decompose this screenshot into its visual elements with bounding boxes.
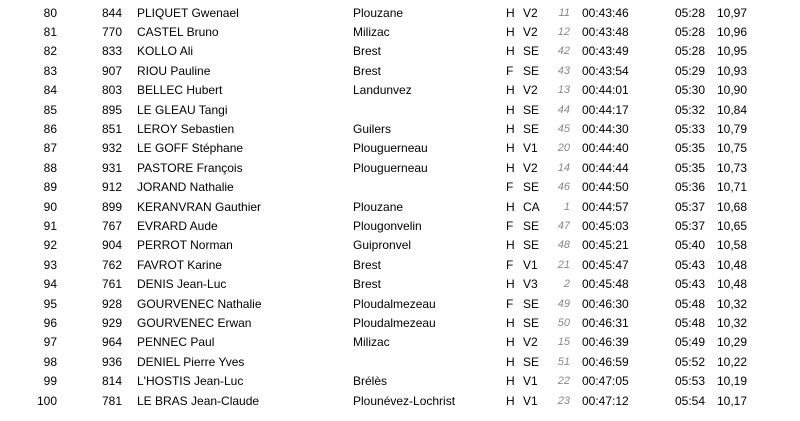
bib-cell: 851 [101, 122, 122, 137]
category-cell: V2 [523, 5, 538, 20]
table-row [0, 255, 747, 274]
pace-cell: 05:48 [674, 296, 705, 311]
rank-cell: 95 [43, 296, 57, 311]
category-rank-cell: 21 [557, 258, 570, 271]
pace-cell: 05:49 [674, 335, 705, 350]
speed-cell: 10,58 [716, 238, 747, 253]
category-rank-cell: 42 [557, 45, 570, 58]
rank-cell: 84 [43, 83, 57, 98]
category-cell: SE [523, 63, 540, 78]
time-cell: 00:45:48 [582, 277, 629, 292]
city-cell: Milizac [353, 335, 390, 350]
bib-cell: 964 [101, 335, 122, 350]
bib-cell: 770 [101, 25, 122, 40]
sex-cell: H [506, 374, 515, 389]
sex-cell: H [506, 122, 515, 137]
bib-cell: 899 [101, 199, 122, 214]
table-row [0, 61, 747, 80]
table-row [0, 100, 747, 119]
speed-cell: 10,75 [716, 141, 747, 156]
pace-cell: 05:37 [674, 218, 705, 233]
table-row [0, 294, 747, 313]
category-rank-cell: 45 [557, 123, 570, 136]
pace-cell: 05:28 [674, 25, 705, 40]
bib-cell: 928 [101, 296, 122, 311]
runner-name-cell: JORAND Nathalie [137, 180, 234, 195]
bib-cell: 761 [101, 277, 122, 292]
category-cell: V1 [523, 393, 538, 408]
rank-cell: 81 [43, 25, 57, 40]
runner-name-cell: RIOU Pauline [137, 63, 211, 78]
speed-cell: 10,17 [716, 393, 747, 408]
bib-cell: 936 [101, 354, 122, 369]
speed-cell: 10,95 [716, 44, 747, 59]
pace-cell: 05:52 [674, 354, 705, 369]
sex-cell: H [506, 102, 515, 117]
category-cell: SE [523, 315, 540, 330]
category-rank-cell: 51 [557, 355, 570, 368]
runner-name-cell: CASTEL Bruno [137, 25, 219, 40]
category-cell: V1 [523, 374, 538, 389]
category-cell: CA [523, 199, 540, 214]
pace-cell: 05:28 [674, 44, 705, 59]
rank-cell: 88 [43, 160, 57, 175]
city-cell: Guipronvel [353, 238, 412, 253]
bib-cell: 912 [101, 180, 122, 195]
category-cell: SE [523, 296, 540, 311]
city-cell: Brélès [353, 374, 388, 389]
category-rank-cell: 11 [558, 6, 570, 19]
city-cell: Landunvez [353, 83, 412, 98]
pace-cell: 05:35 [674, 141, 705, 156]
pace-cell: 05:29 [674, 63, 705, 78]
category-cell: SE [523, 238, 540, 253]
pace-cell: 05:43 [674, 277, 705, 292]
category-rank-cell: 46 [557, 181, 570, 194]
category-cell: SE [523, 44, 540, 59]
rank-cell: 98 [43, 354, 57, 369]
speed-cell: 10,90 [716, 83, 747, 98]
category-cell: V1 [523, 257, 538, 272]
category-rank-cell: 50 [557, 316, 570, 329]
city-cell: Plouzane [353, 5, 404, 20]
bib-cell: 932 [101, 141, 122, 156]
city-cell [350, 178, 503, 197]
sex-cell: H [506, 199, 515, 214]
category-rank-cell: 12 [557, 26, 570, 39]
runner-name-cell: LE GLEAU Tangi [137, 102, 228, 117]
table-row [0, 139, 747, 158]
sex-cell: H [506, 160, 515, 175]
time-cell: 00:44:50 [582, 180, 629, 195]
speed-cell: 10,93 [716, 63, 747, 78]
sex-cell: F [506, 63, 514, 78]
category-rank-cell: 43 [557, 64, 570, 77]
sex-cell: H [506, 335, 515, 350]
sex-cell: H [506, 238, 515, 253]
runner-name-cell: EVRARD Aude [137, 218, 218, 233]
sex-cell: H [506, 354, 515, 369]
rank-cell: 100 [36, 393, 57, 408]
speed-cell: 10,71 [716, 180, 747, 195]
time-cell: 00:47:12 [582, 393, 629, 408]
rank-cell: 85 [43, 102, 57, 117]
speed-cell: 10,79 [716, 122, 747, 137]
category-cell: V2 [523, 335, 538, 350]
time-cell: 00:44:01 [582, 83, 629, 98]
category-cell: SE [523, 354, 540, 369]
rank-cell: 90 [43, 199, 57, 214]
pace-cell: 05:28 [674, 5, 705, 20]
speed-cell: 10,68 [716, 199, 747, 214]
city-cell: Plouguerneau [353, 141, 428, 156]
city-cell: Plouzane [353, 199, 404, 214]
pace-cell: 05:53 [674, 374, 705, 389]
time-cell: 00:44:44 [582, 160, 629, 175]
city-cell: Ploudalmezeau [353, 296, 436, 311]
table-row [0, 391, 747, 410]
rank-cell: 86 [43, 122, 57, 137]
runner-name-cell: PERROT Norman [137, 238, 233, 253]
category-rank-cell: 14 [557, 161, 570, 174]
sex-cell: F [506, 296, 514, 311]
category-rank-cell: 22 [557, 375, 570, 388]
bib-cell: 904 [101, 238, 122, 253]
category-rank-cell: 20 [557, 142, 570, 155]
sex-cell: H [506, 83, 515, 98]
pace-cell: 05:33 [674, 122, 705, 137]
bib-cell: 762 [101, 257, 122, 272]
speed-cell: 10,22 [716, 354, 747, 369]
city-cell: Brest [353, 44, 382, 59]
speed-cell: 10,84 [716, 102, 747, 117]
time-cell: 00:43:46 [582, 5, 629, 20]
pace-cell: 05:54 [674, 393, 705, 408]
rank-cell: 96 [43, 315, 57, 330]
city-cell: Brest [353, 277, 382, 292]
table-row [0, 3, 747, 22]
rank-cell: 94 [43, 277, 57, 292]
time-cell: 00:46:39 [582, 335, 629, 350]
table-row [0, 197, 747, 216]
runner-name-cell: PENNEC Paul [137, 335, 215, 350]
category-rank-cell: 23 [557, 394, 570, 407]
category-cell: V2 [523, 83, 538, 98]
speed-cell: 10,29 [716, 335, 747, 350]
category-cell: V2 [523, 25, 538, 40]
city-cell: Brest [353, 257, 382, 272]
category-cell: SE [523, 218, 540, 233]
rank-cell: 83 [43, 63, 57, 78]
category-cell: SE [523, 122, 540, 137]
city-cell: Plouguerneau [353, 160, 428, 175]
bib-cell: 814 [101, 374, 122, 389]
runner-name-cell: BELLEC Hubert [137, 83, 223, 98]
bib-cell: 907 [101, 63, 122, 78]
runner-name-cell: GOURVENEC Nathalie [137, 296, 262, 311]
time-cell: 00:46:59 [582, 354, 629, 369]
pace-cell: 05:43 [674, 257, 705, 272]
time-cell: 00:44:30 [582, 122, 629, 137]
rank-cell: 92 [43, 238, 57, 253]
city-cell: Plougonvelin [353, 218, 422, 233]
sex-cell: H [506, 277, 515, 292]
runner-name-cell: LE GOFF Stéphane [137, 141, 244, 156]
rank-cell: 91 [43, 218, 57, 233]
pace-cell: 05:32 [674, 102, 705, 117]
runner-name-cell: FAVROT Karine [137, 257, 222, 272]
time-cell: 00:44:57 [582, 199, 629, 214]
category-cell: V3 [523, 277, 538, 292]
runner-name-cell: DENIS Jean-Luc [137, 277, 227, 292]
time-cell: 00:46:31 [582, 315, 629, 330]
runner-name-cell: LEROY Sebastien [137, 122, 235, 137]
speed-cell: 10,97 [716, 5, 747, 20]
results-body [0, 3, 747, 410]
rank-cell: 99 [43, 374, 57, 389]
table-row [0, 158, 747, 177]
city-cell [350, 100, 503, 119]
category-cell: SE [523, 102, 540, 117]
runner-name-cell: L'HOSTIS Jean-Luc [137, 374, 244, 389]
pace-cell: 05:37 [674, 199, 705, 214]
time-cell: 00:45:47 [582, 257, 629, 272]
bib-cell: 833 [101, 44, 122, 59]
category-rank-cell: 15 [557, 336, 570, 349]
table-row [0, 22, 747, 41]
bib-cell: 781 [101, 393, 122, 408]
rank-cell: 82 [43, 44, 57, 59]
time-cell: 00:46:30 [582, 296, 629, 311]
table-row [0, 352, 747, 371]
city-cell: Milizac [353, 25, 390, 40]
time-cell: 00:43:48 [582, 25, 629, 40]
speed-cell: 10,65 [716, 218, 747, 233]
bib-cell: 895 [101, 102, 122, 117]
city-cell [350, 352, 503, 371]
speed-cell: 10,19 [716, 374, 747, 389]
sex-cell: F [506, 180, 514, 195]
table-row [0, 119, 747, 138]
sex-cell: F [506, 257, 514, 272]
speed-cell: 10,32 [716, 296, 747, 311]
speed-cell: 10,96 [716, 25, 747, 40]
table-row [0, 236, 747, 255]
table-row [0, 81, 747, 100]
runner-name-cell: PASTORE François [137, 160, 243, 175]
category-rank-cell: 44 [557, 103, 570, 116]
sex-cell: F [506, 218, 514, 233]
sex-cell: H [506, 141, 515, 156]
rank-cell: 93 [43, 257, 57, 272]
runner-name-cell: GOURVENEC Erwan [137, 315, 252, 330]
speed-cell: 10,48 [716, 277, 747, 292]
speed-cell: 10,32 [716, 315, 747, 330]
category-cell: SE [523, 180, 540, 195]
table-row [0, 371, 747, 390]
rank-cell: 80 [43, 5, 57, 20]
table-row [0, 216, 747, 235]
category-rank-cell: 13 [557, 84, 570, 97]
sex-cell: H [506, 25, 515, 40]
runner-name-cell: KOLLO Ali [137, 44, 194, 59]
table-row [0, 42, 747, 61]
sex-cell: H [506, 5, 515, 20]
city-cell: Ploudalmezeau [353, 315, 436, 330]
rank-cell: 87 [43, 141, 57, 156]
bib-cell: 931 [101, 160, 122, 175]
runner-name-cell: PLIQUET Gwenael [137, 5, 239, 20]
pace-cell: 05:48 [674, 315, 705, 330]
pace-cell: 05:36 [674, 180, 705, 195]
time-cell: 00:44:17 [582, 102, 629, 117]
sex-cell: H [506, 393, 515, 408]
speed-cell: 10,73 [716, 160, 747, 175]
sex-cell: H [506, 315, 515, 330]
category-rank-cell: 2 [563, 278, 570, 291]
sex-cell: H [506, 44, 515, 59]
table-row [0, 333, 747, 352]
city-cell: Plounévez-Lochrist [353, 393, 456, 408]
category-rank-cell: 49 [557, 297, 570, 310]
city-cell: Brest [353, 63, 382, 78]
table-row [0, 274, 747, 293]
results-table [0, 3, 747, 410]
runner-name-cell: DENIEL Pierre Yves [137, 354, 245, 369]
rank-cell: 97 [43, 335, 57, 350]
runner-name-cell: KERANVRAN Gauthier [137, 199, 262, 214]
bib-cell: 929 [101, 315, 122, 330]
table-row [0, 178, 747, 197]
speed-cell: 10,48 [716, 257, 747, 272]
pace-cell: 05:30 [674, 83, 705, 98]
category-rank-cell: 47 [557, 219, 570, 232]
table-row [0, 313, 747, 332]
category-rank-cell: 1 [563, 200, 570, 213]
pace-cell: 05:35 [674, 160, 705, 175]
time-cell: 00:45:03 [582, 218, 629, 233]
time-cell: 00:43:49 [582, 44, 629, 59]
city-cell: Guilers [353, 122, 392, 137]
category-cell: V2 [523, 160, 538, 175]
time-cell: 00:45:21 [582, 238, 629, 253]
rank-cell: 89 [43, 180, 57, 195]
pace-cell: 05:40 [674, 238, 705, 253]
time-cell: 00:47:05 [582, 374, 629, 389]
bib-cell: 803 [101, 83, 122, 98]
category-cell: V1 [523, 141, 538, 156]
runner-name-cell: LE BRAS Jean-Claude [137, 393, 260, 408]
category-rank-cell: 48 [557, 239, 570, 252]
bib-cell: 767 [101, 218, 122, 233]
time-cell: 00:43:54 [582, 63, 629, 78]
time-cell: 00:44:40 [582, 141, 629, 156]
bib-cell: 844 [101, 5, 122, 20]
